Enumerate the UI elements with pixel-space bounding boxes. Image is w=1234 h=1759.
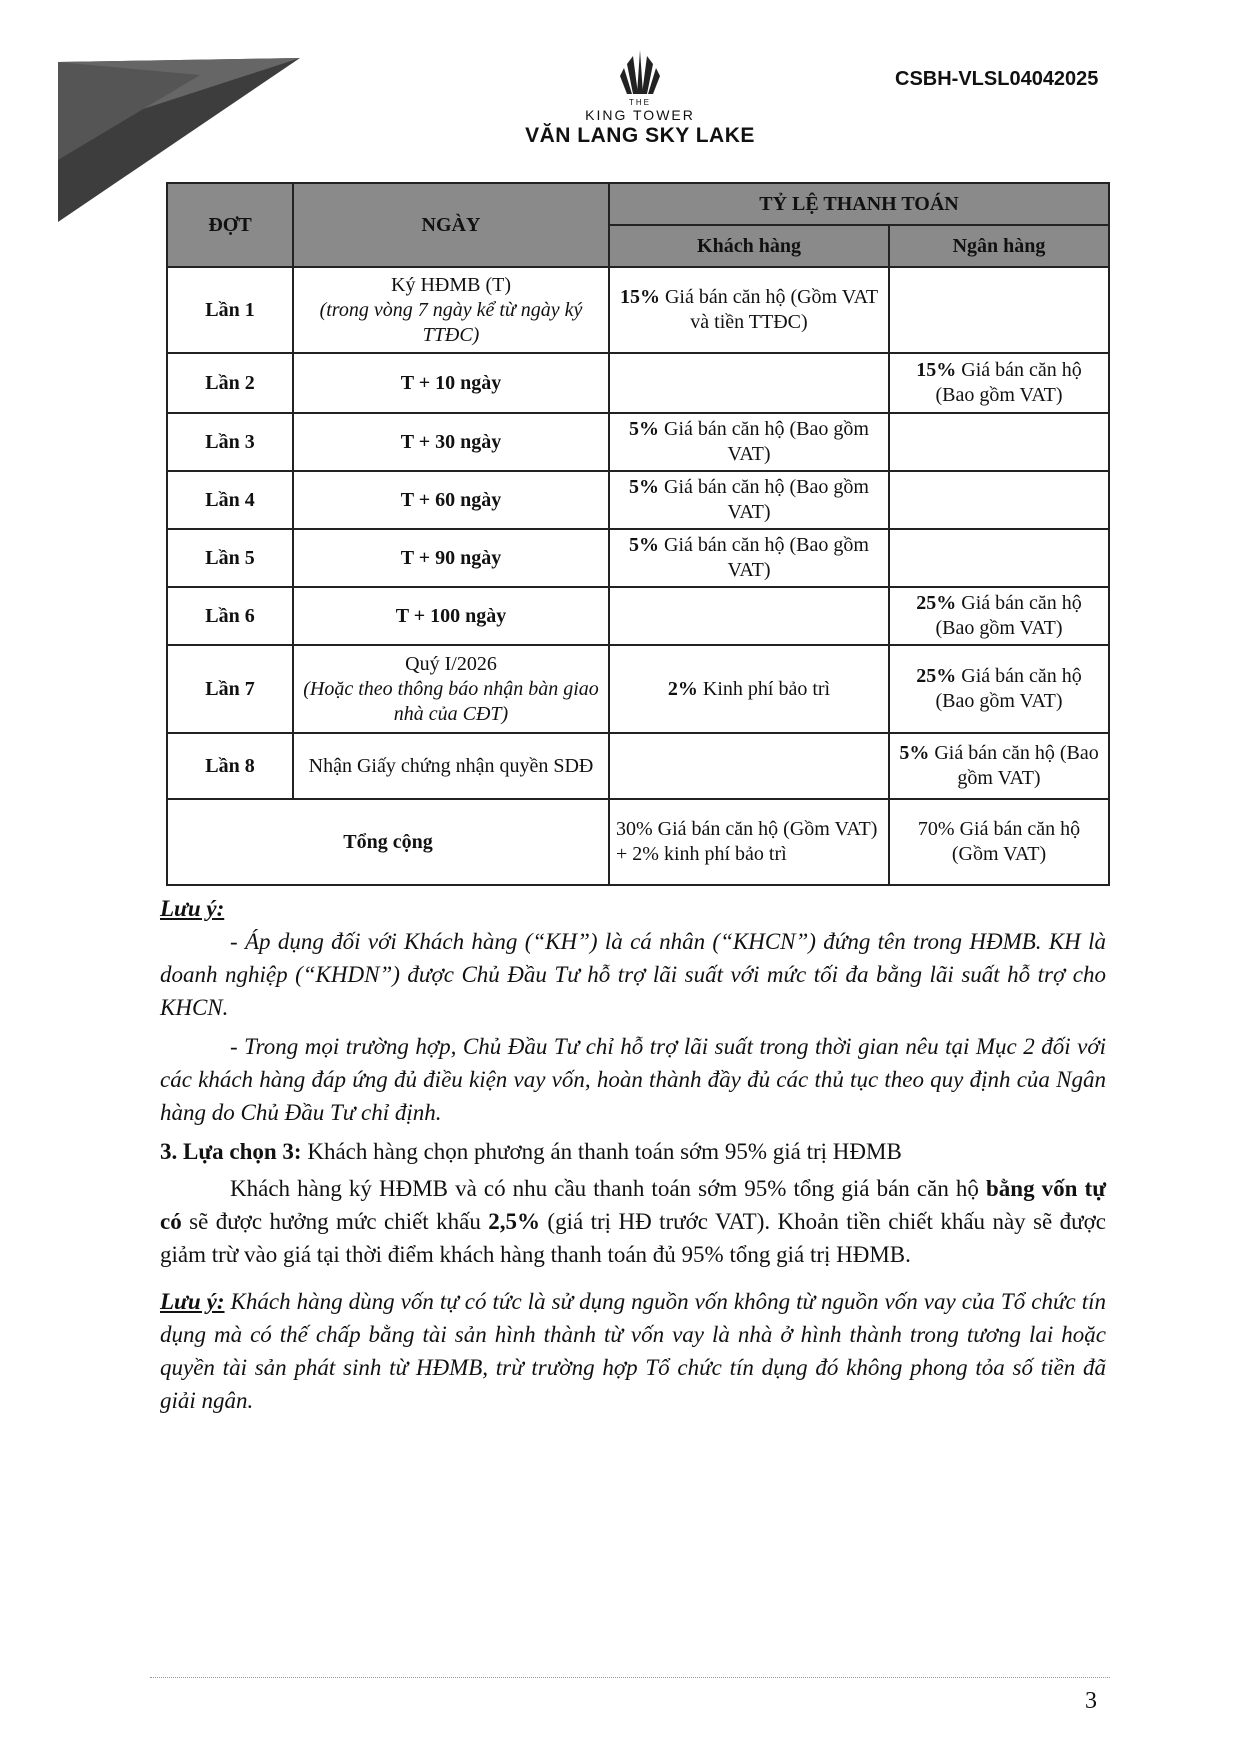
round-cell: Lần 8	[167, 733, 293, 799]
date-main: Quý I/2026	[405, 652, 497, 675]
customer-text: Giá bán căn hộ (Gồm VAT và tiền TTĐC)	[664, 286, 879, 333]
bank-text: Giá bán căn hộ (Bao gồm VAT)	[934, 742, 1099, 789]
para-bold-equity: bằng vốn tự có	[160, 1176, 1107, 1234]
date-cell	[293, 413, 609, 471]
notes-label: Lưu ý:	[160, 896, 225, 921]
table-total-row	[167, 799, 1109, 885]
customer-pct: 15%	[619, 286, 660, 308]
logo-project-name: VĂN LANG SKY LAKE	[525, 124, 755, 147]
date-main: T + 100 ngày	[395, 604, 507, 627]
date-cell	[293, 353, 609, 413]
para-text-a: Khách hàng ký HĐMB và có nhu cầu thanh toán sớm 95% tổng giá bán căn hộ	[230, 1176, 979, 1201]
table-row	[167, 529, 1109, 587]
date-note: (trong vòng 7 ngày kể từ ngày ký TTĐC)	[319, 298, 583, 346]
note-2: - Trong mọi trường hợp, Chủ Đầu Tư chỉ hỗ trợ lãi suất trong thời gian nêu tại Mục 2 đối với các khách hàng đáp ứng đủ điều kiện vay vốn, hoàn thành đầy đủ các thủ tục theo quy định của Ngân hàng do Chủ Đầu Tư chỉ định.	[160, 1034, 1106, 1125]
header-ratio: TỶ LỆ THANH TOÁN	[609, 183, 1109, 225]
round-cell: Lần 4	[167, 471, 293, 529]
date-cell	[293, 733, 609, 799]
bank-cell	[889, 529, 1109, 587]
date-cell	[293, 645, 609, 733]
note-1: - Áp dụng đối với Khách hàng (“KH”) là cá nhân (“KHCN”) đứng tên trong HĐMB. KH là doanh nghiệp (“KHDN”) được Chủ Đầu Tư hỗ trợ lãi suất với mức tối đa bằng lãi suất hỗ trợ cho KHCN.	[160, 929, 1106, 1020]
bank-cell	[889, 471, 1109, 529]
date-note: (Hoặc theo thông báo nhận bàn giao nhà của CĐT)	[303, 677, 599, 725]
date-main: T + 60 ngày	[400, 488, 502, 511]
customer-pct: 5%	[629, 534, 660, 556]
option3-heading	[160, 1135, 1106, 1168]
date-main: Ký HĐMB (T)	[391, 273, 511, 296]
date-main: T + 10 ngày	[400, 371, 502, 394]
table-header-row	[167, 183, 1109, 225]
table-row	[167, 267, 1109, 353]
header-round: ĐỢT	[167, 183, 293, 267]
date-cell	[293, 529, 609, 587]
bank-pct: 15%	[916, 359, 957, 381]
date-cell	[293, 471, 609, 529]
brand-logo	[520, 48, 760, 148]
page-number: 3	[1085, 1688, 1097, 1714]
customer-pct: 2%	[667, 677, 698, 700]
option3-note-label: Lưu ý:	[160, 1289, 225, 1314]
round-cell: Lần 5	[167, 529, 293, 587]
logo-king-tower: KING TOWER	[585, 107, 695, 123]
customer-cell	[609, 267, 889, 353]
bank-cell	[889, 413, 1109, 471]
bank-cell	[889, 267, 1109, 353]
date-main: T + 30 ngày	[400, 430, 502, 453]
bank-text: Giá bán căn hộ (Bao gồm VAT)	[935, 359, 1082, 406]
option3-note	[160, 1285, 1106, 1417]
table-row	[167, 645, 1109, 733]
para-bold-discount: 2,5%	[488, 1209, 540, 1234]
option3-note-text: Khách hàng dùng vốn tự có tức là sử dụng nguồn vốn không từ nguồn vốn vay của Tổ chức tín dụng mà có thế chấp bằng tài sản hình thành từ vốn vay là nhà ở hình thành trong tương lai hoặc quyền tài sản phát sinh từ HĐMB, trừ trường hợp Tổ chức tín dụng đó không phong tỏa số tiền đã giải ngân.	[160, 1289, 1106, 1413]
table-row	[167, 353, 1109, 413]
logo-the: THE	[629, 98, 651, 107]
bank-pct: 25%	[916, 592, 957, 614]
document-code: CSBH-VLSL04042025	[895, 68, 1099, 90]
table-row	[167, 733, 1109, 799]
footer-divider	[150, 1677, 1110, 1678]
customer-pct: 5%	[629, 476, 660, 498]
customer-cell	[609, 733, 889, 799]
notes-section	[160, 892, 1106, 1417]
table-row	[167, 471, 1109, 529]
customer-cell	[609, 353, 889, 413]
option3-paragraph	[160, 1172, 1106, 1271]
date-cell	[293, 267, 609, 353]
customer-text: Giá bán căn hộ (Bao gồm VAT)	[664, 534, 869, 581]
total-label: Tổng cộng	[167, 799, 609, 885]
customer-cell	[609, 587, 889, 645]
option3-title-text: Khách hàng chọn phương án thanh toán sớm 95% giá trị HĐMB	[307, 1139, 902, 1164]
bank-text: Giá bán căn hộ (Bao gồm VAT)	[935, 665, 1082, 712]
bank-text: Giá bán căn hộ (Bao gồm VAT)	[935, 592, 1082, 639]
total-customer: 30% Giá bán căn hộ (Gồm VAT) + 2% kinh phí bảo trì	[609, 799, 889, 885]
customer-text: Giá bán căn hộ (Bao gồm VAT)	[664, 476, 869, 523]
option3-title: 3. Lựa chọn 3:	[160, 1139, 302, 1164]
customer-text: Giá bán căn hộ (Bao gồm VAT)	[664, 418, 869, 465]
bank-cell	[889, 353, 1109, 413]
table-row	[167, 413, 1109, 471]
bank-pct: 25%	[916, 665, 957, 687]
bank-pct: 5%	[899, 742, 930, 764]
header-date: NGÀY	[293, 183, 609, 267]
round-cell: Lần 1	[167, 267, 293, 353]
date-cell	[293, 587, 609, 645]
date-main: T + 90 ngày	[400, 546, 502, 569]
customer-cell	[609, 471, 889, 529]
payment-schedule-table	[166, 182, 1110, 886]
total-bank: 70% Giá bán căn hộ (Gồm VAT)	[889, 799, 1109, 885]
table-row	[167, 587, 1109, 645]
customer-cell	[609, 413, 889, 471]
header-bank: Ngân hàng	[889, 225, 1109, 267]
customer-cell	[609, 645, 889, 733]
round-cell: Lần 2	[167, 353, 293, 413]
bank-cell	[889, 645, 1109, 733]
bank-cell	[889, 587, 1109, 645]
para-text-c: (giá trị HĐ trước VAT). Khoản tiền chiết khấu này sẽ được giảm trừ vào giá tại thời điểm khách hàng thanh toán đủ 95% tổng giá trị HĐMB.	[160, 1209, 1106, 1267]
round-cell: Lần 3	[167, 413, 293, 471]
customer-cell	[609, 529, 889, 587]
customer-pct: 5%	[629, 418, 660, 440]
bank-cell	[889, 733, 1109, 799]
header-customer: Khách hàng	[609, 225, 889, 267]
customer-text: Kinh phí bảo trì	[702, 677, 831, 700]
tower-logo-icon	[617, 48, 663, 96]
date-main: Nhận Giấy chứng nhận quyền SDĐ	[308, 754, 594, 777]
round-cell: Lần 7	[167, 645, 293, 733]
round-cell: Lần 6	[167, 587, 293, 645]
para-text-b: sẽ được hưởng mức chiết khấu	[189, 1209, 481, 1234]
